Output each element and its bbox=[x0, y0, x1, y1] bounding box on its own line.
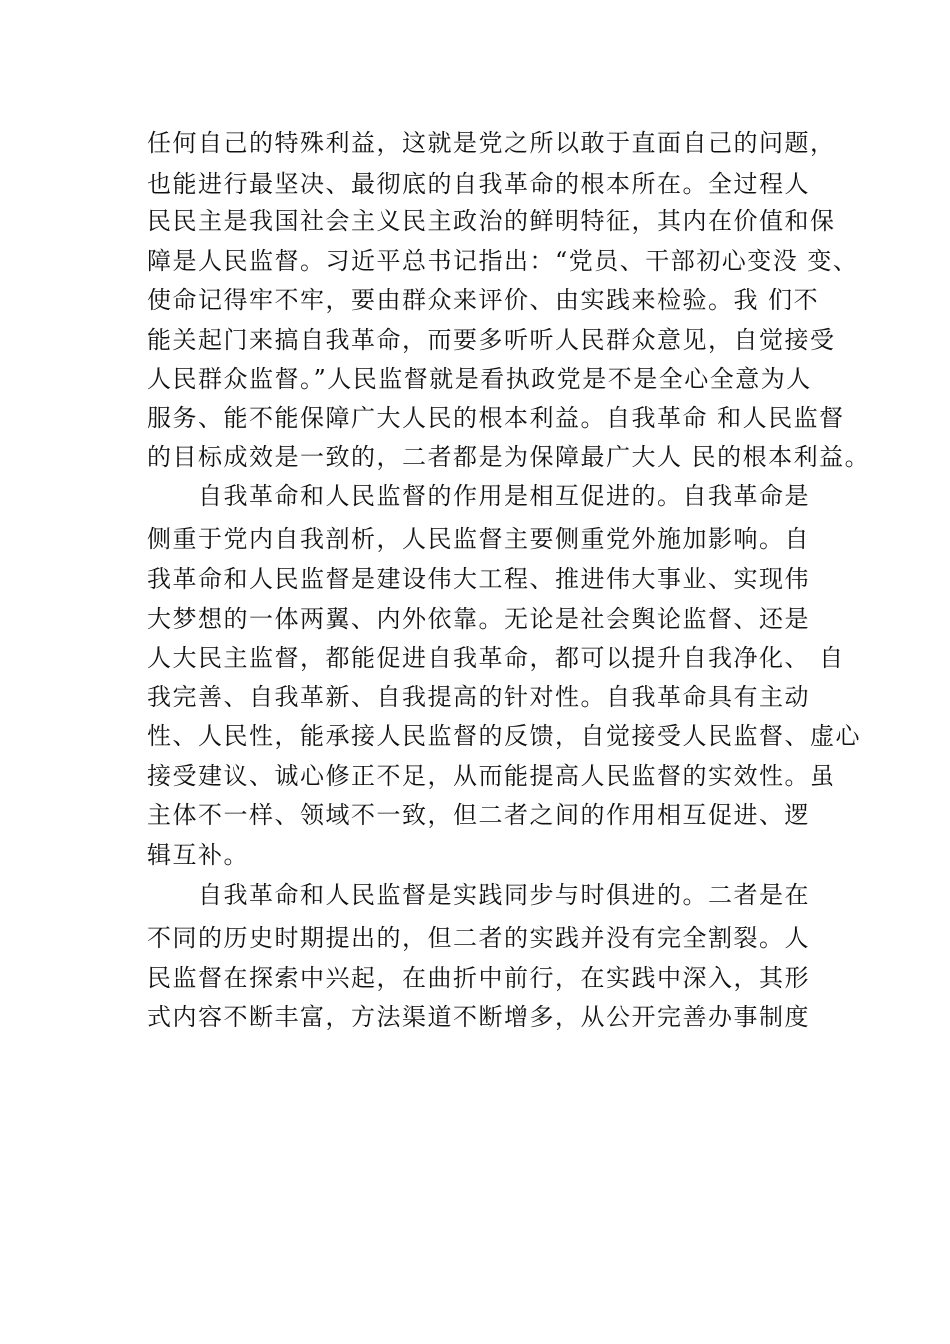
text-line: 主体不一样、领域不一致，但二者之间的作用相互促进、逻 bbox=[147, 801, 810, 829]
text-line: 性、人民性，能承接人民监督的反馈，自觉接受人民监督、虚心 bbox=[147, 722, 861, 750]
text-line: 接受建议、诚心修正不足，从而能提高人民监督的实效性。虽 bbox=[147, 762, 836, 790]
text-line: 障是人民监督。习近平总书记指出：“党员、干部初心变没 变、 bbox=[147, 247, 859, 275]
text-line: 辑互补。 bbox=[147, 841, 249, 869]
text-line: 的目标成效是一致的，二者都是为保障最广大人 民的根本利益。 bbox=[147, 443, 871, 471]
text-line: 服务、能不能保障广大人民的根本利益。自我革命 和人民监督 bbox=[147, 404, 845, 432]
text-line: 我完善、自我革新、自我提高的针对性。自我革命具有主动 bbox=[147, 683, 810, 711]
text-line: 式内容不断丰富，方法渠道不断增多，从公开完善办事制度 bbox=[147, 1003, 810, 1031]
text-line: 大梦想的一体两翼、内外依靠。无论是社会舆论监督、还是 bbox=[147, 605, 810, 633]
text-line: 人大民主监督，都能促进自我革命，都可以提升自我净化、 自 bbox=[147, 644, 845, 672]
text-line: 人民群众监督。”人民监督就是看执政党是不是全心全意为人 bbox=[147, 365, 812, 393]
text-line: 能关起门来搞自我革命，而要多听听人民群众意见，自觉接受 bbox=[147, 326, 836, 354]
text-line: 侧重于党内自我剖析，人民监督主要侧重党外施加影响。自 bbox=[147, 525, 810, 553]
text-line: 我革命和人民监督是建设伟大工程、推进伟大事业、实现伟 bbox=[147, 565, 810, 593]
paragraph-start-line: 自我革命和人民监督的作用是相互促进的。自我革命是 bbox=[198, 482, 810, 510]
paragraph-start-line: 自我革命和人民监督是实践同步与时俱进的。二者是在 bbox=[198, 881, 810, 909]
text-line: 也能进行最坚决、最彻底的自我革命的根本所在。全过程人 bbox=[147, 170, 810, 198]
text-line: 使命记得牢不牢，要由群众来评价、由实践来检验。我 们不 bbox=[147, 286, 820, 314]
text-line: 任何自己的特殊利益，这就是党之所以敢于直面自己的问题， bbox=[147, 129, 836, 157]
text-line: 不同的历史时期提出的，但二者的实践并没有完全割裂。人 bbox=[147, 924, 810, 952]
text-line: 民监督在探索中兴起，在曲折中前行，在实践中深入，其形 bbox=[147, 964, 810, 992]
text-line: 民民主是我国社会主义民主政治的鲜明特征，其内在价值和保 bbox=[147, 207, 836, 235]
